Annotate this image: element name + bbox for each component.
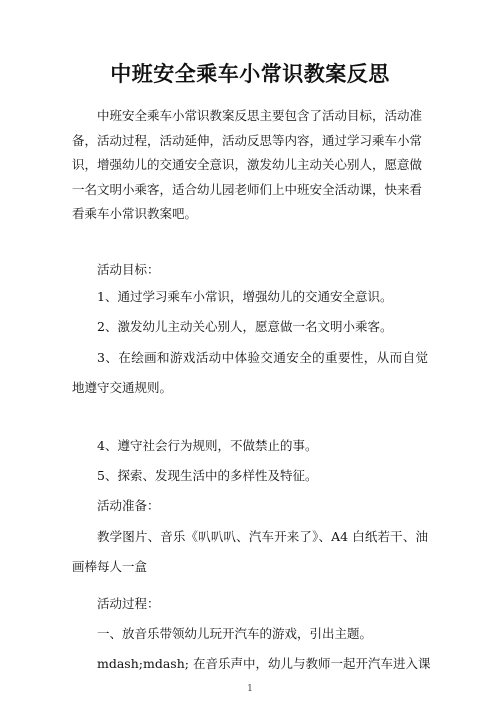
page-title: 中班安全乘车小常识教案反思 <box>110 61 390 86</box>
goal-item-5: 5、探索、发现生活中的多样性及特征。 <box>97 468 318 483</box>
goal-item-3: 3、在绘画和游戏活动中体验交通安全的重要性，从而自觉地遵守交通规则。 <box>72 350 428 395</box>
process-step-1: 一、放音乐带领幼儿玩开汽车的游戏，引出主题。 <box>97 626 373 641</box>
prep-text: 教学图片、音乐《叭叭叭、汽车开来了》、A4 白纸若干、油画棒每人一盒 <box>72 529 428 574</box>
goal-item-4: 4、遵守社会行为规则，不做禁止的事。 <box>97 438 318 453</box>
process-heading: 活动过程： <box>97 596 160 611</box>
goal-item-1: 1、通过学习乘车小常识，增强幼儿的交通安全意识。 <box>97 289 393 304</box>
goals-heading: 活动目标： <box>97 262 160 277</box>
process-step-1-detail: mdash;mdash; 在音乐声中，幼儿与教师一起开汽车进入课 <box>97 656 431 671</box>
page-number: 1 <box>247 684 253 694</box>
goal-item-2: 2、激发幼儿主动关心别人，愿意做一名文明小乘客。 <box>97 319 393 334</box>
intro-paragraph: 中班安全乘车小常识教案反思主要包含了活动目标，活动准备，活动过程，活动延伸，活动反思等内容，通过学习乘车小常识，增强幼儿的交通安全意识，激发幼儿主动关心别人，愿意做一名文明小乘客，适合幼儿园老师们上中班安全活动课，快来看看乘车小常识教案吧。 <box>72 108 423 222</box>
prep-heading: 活动准备： <box>97 498 160 513</box>
